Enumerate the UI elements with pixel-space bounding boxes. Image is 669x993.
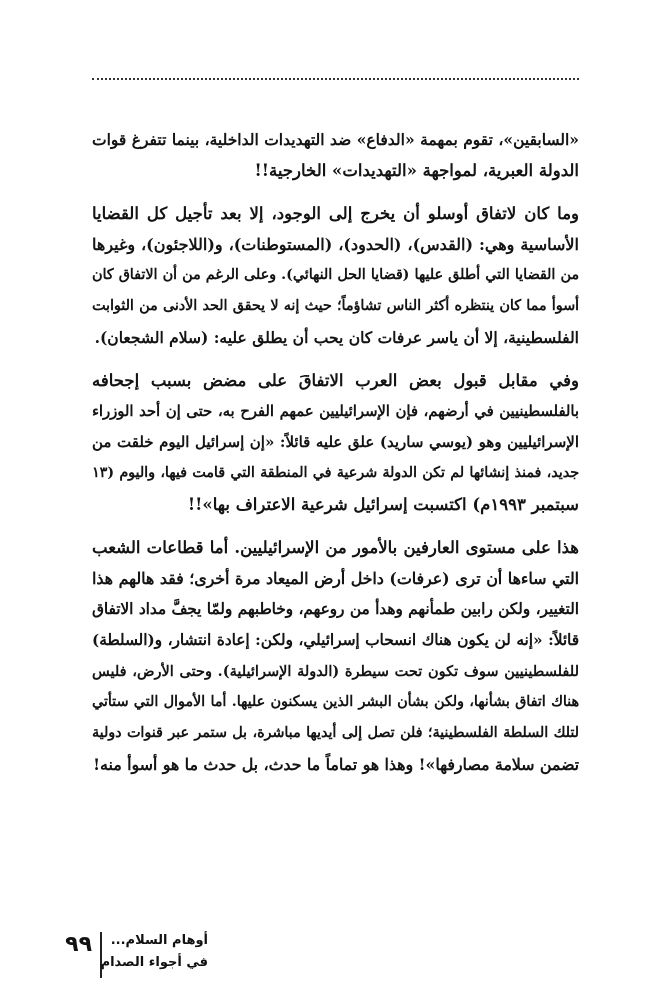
text-line: الدولة العبرية، لمواجهة «التهديدات» الخارجية!! — [254, 161, 579, 180]
text-line: جديد، فمنذ إنشائها لم تكن الدولة شرعية في المنطقة التي قامت فيها، واليوم (١٣ — [92, 465, 579, 481]
text-line: وفي مقابل قبول بعض العرب الاتفاقَ على مضض بسبب إجحافه — [92, 371, 579, 390]
text-line: تضمن سلامة مصارفها»! وهذا هو تماماً ما حدث، بل حدث ما هو أسوأ منه! — [93, 755, 579, 774]
text-line: للفلسطينيين سوف تكون تحت سيطرة (الدولة الإسرائيلية). وحتى الأرض، فليس — [92, 663, 579, 680]
page-footer — [28, 930, 208, 982]
text-line: «السابقين»، تقوم بمهمة «الدفاع» ضد التهديدات الداخلية، بينما تتفرغ قوات — [92, 130, 579, 149]
running-title-line: في أجواء الصدام — [100, 955, 208, 970]
running-title-line: أوهام السلام... — [110, 933, 208, 948]
page-number: ٩٩ — [65, 932, 92, 957]
top-dotted-rule — [92, 78, 579, 80]
text-line: التي ساءها أن ترى (عرفات) داخل أرض الميعاد مرة أخرى؛ فقد هالهم هذا — [92, 569, 579, 588]
paragraph-2 — [92, 198, 579, 353]
text-line: الأساسية وهي: (القدس)، (الحدود)، (المستوطنات)، و(اللاجئون)، وغيرها — [92, 235, 579, 254]
text-line: أسوأ مما كان ينتظره أكثر الناس تشاؤماً؛ حيث إنه لا يحقق الحد الأدنى من الثوابت — [92, 298, 579, 314]
text-line: قائلاً: «إنه لن يكون هناك انسحاب إسرائيلي، ولكن: إعادة انتشار، و(السلطة) — [92, 631, 579, 649]
text-line: بالفلسطينيين في أرضهم، فإن الإسرائيليين عمهم الفرح به، حتى إن أحد الوزراء — [92, 403, 579, 420]
text-line: هذا على مستوى العارفين بالأمور من الإسرائيليين. أما قطاعات الشعب — [92, 538, 579, 557]
text-line: الإسرائيليين وهو (يوسي ساريد) علق عليه قائلاً: «إن إسرائيل اليوم خلقت من — [92, 433, 579, 451]
paragraph-1 — [92, 124, 579, 186]
text-line: التغيير، ولكن رابين طمأنهم وهدأ من روعهم، وخاطبهم ولمّا يجفَّ مداد الاتفاق — [92, 600, 579, 618]
paragraph-3 — [92, 365, 579, 520]
text-line: الفلسطينية، إلا أن ياسر عرفات كان يحب أن يطلق عليه: (سلام الشجعان). — [94, 328, 579, 347]
page-body — [92, 124, 579, 792]
text-line: لتلك السلطة الفلسطينية؛ فلن تصل إلى أيديها مباشرة، بل ستمر عبر قنوات دولية — [92, 725, 579, 741]
paragraph-4 — [92, 532, 579, 780]
text-line: هناك اتفاق بشأنها، ولكن بشأن البشر الذين يسكنون عليها. أما الأموال التي ستأتي — [92, 694, 579, 710]
text-line: من القضايا التي أطلق عليها (قضايا الحل النهائي). وعلى الرغم من أن الاتفاق كان — [92, 267, 579, 283]
text-line: وما كان لاتفاق أوسلو أن يخرج إلى الوجود، إلا بعد تأجيل كل القضايا — [92, 204, 579, 223]
text-line: سبتمبر ١٩٩٣م) اكتسبت إسرائيل شرعية الاعتراف بها»!! — [187, 495, 579, 514]
running-title — [100, 930, 208, 974]
